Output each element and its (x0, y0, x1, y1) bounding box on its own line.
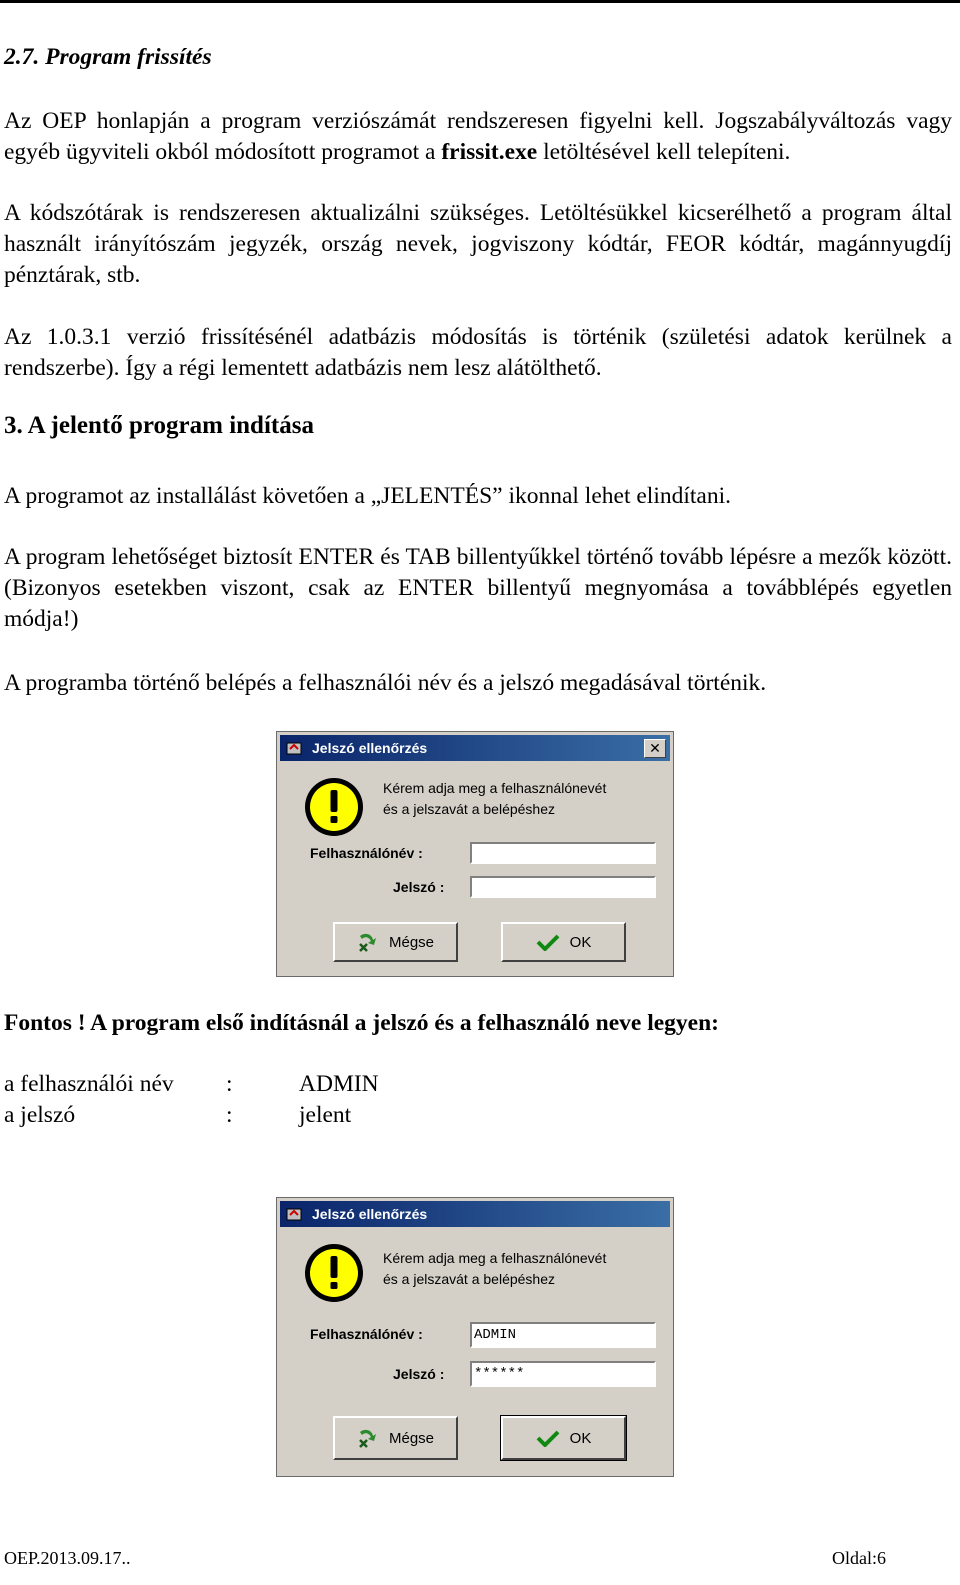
username-input[interactable] (470, 842, 656, 864)
credential-row-password (4, 1102, 904, 1133)
ok-button[interactable] (501, 1416, 626, 1460)
warning-icon (303, 1242, 365, 1304)
app-icon (286, 740, 303, 756)
cancel-label: Mégse (388, 933, 435, 951)
section-heading-2-7: 2.7. Program frissítés (4, 44, 212, 70)
warning-icon (303, 776, 365, 838)
important-note: Fontos ! A program első indításnál a jelszó és a felhasználó neve legyen: (4, 1010, 719, 1036)
login-dialog-empty (276, 731, 674, 977)
cancel-button[interactable] (333, 922, 458, 962)
paragraph-version-note: Az 1.0.3.1 verzió frissítésénél adatbázis módosítás is történik (születési adatok kerülnek a rendszerbe). Így a régi lementett adatbázis nem lesz alátölthető. (4, 324, 952, 381)
paragraph-update (4, 106, 952, 168)
paragraph-navigation: A program lehetőséget biztosít ENTER és TAB billentyűkkel történő tovább lépésre a mezők között. (Bizonyos esetekben viszont, csak az ENTER billentyű megnyomása a továbblépés egyetlen módja!) (4, 544, 952, 632)
password-input[interactable] (470, 876, 656, 898)
dialog-titlebar[interactable] (280, 1201, 670, 1227)
cancel-label: Mégse (388, 1429, 435, 1447)
cancel-icon (357, 932, 379, 952)
credential-separator: : (226, 1071, 233, 1097)
username-label: Felhasználónév : (310, 845, 423, 861)
credential-value: jelent (299, 1102, 352, 1128)
top-rule (0, 0, 960, 3)
login-dialog-filled (276, 1197, 674, 1477)
dialog-message: Kérem adja meg a felhasználónevét és a jelszavát a belépéshez (383, 1250, 607, 1287)
close-icon[interactable]: ✕ (644, 739, 666, 758)
paragraph-login: A programba történő belépés a felhasználói név és a jelszó megadásával történik. (4, 670, 767, 696)
frissit-exe-filename: frissit.exe (441, 139, 538, 165)
password-label: Jelszó : (393, 879, 445, 895)
paragraph-code-tables: A kódszótárak is rendszeresen aktualizálni szükséges. Letöltésükkel kicserélhető a program által használt irányítószám jegyzék, ország nevek, jogviszony kódtár, FEOR kódtár, magánnyugdíj pénztárak, stb. (4, 200, 952, 288)
footer-date: OEP.2013.09.17.. (4, 1548, 131, 1568)
section-heading-3: 3. A jelentő program indítása (4, 412, 314, 439)
credential-label: a felhasználói név (4, 1071, 174, 1097)
cancel-icon (357, 1428, 379, 1448)
password-input[interactable] (470, 1361, 656, 1387)
dialog-title: Jelszó ellenőrzés (312, 740, 428, 756)
username-label: Felhasználónév : (310, 1326, 423, 1342)
cancel-button[interactable] (333, 1416, 458, 1460)
paragraph-update-text-2: letöltésével kell telepíteni. (537, 139, 791, 165)
ok-label: OK (569, 1429, 592, 1447)
ok-label: OK (569, 933, 592, 951)
username-input[interactable] (470, 1322, 656, 1348)
credential-separator: : (226, 1102, 233, 1128)
dialog-title: Jelszó ellenőrzés (312, 1206, 428, 1222)
credential-row-username (4, 1071, 904, 1102)
app-icon (286, 1206, 303, 1222)
dialog-titlebar[interactable] (280, 735, 670, 761)
checkmark-icon (536, 933, 560, 951)
dialog-message: Kérem adja meg a felhasználónevét és a jelszavát a belépéshez (383, 780, 607, 817)
footer-page-number: Oldal:6 (832, 1548, 886, 1568)
ok-button[interactable] (501, 922, 626, 962)
paragraph-start-program: A programot az installálást követően a „JELENTÉS” ikonnal lehet elindítani. (4, 483, 731, 509)
credential-value: ADMIN (299, 1071, 379, 1097)
password-label: Jelszó : (393, 1366, 445, 1382)
checkmark-icon (536, 1429, 560, 1447)
credential-label: a jelszó (4, 1102, 76, 1128)
paragraph-update-text-1: Az OEP honlapján a program verziószámát rendszeresen figyelni kell. Jogszabályváltozás vagy egyéb ügyviteli okból módosított programot a (4, 108, 952, 165)
